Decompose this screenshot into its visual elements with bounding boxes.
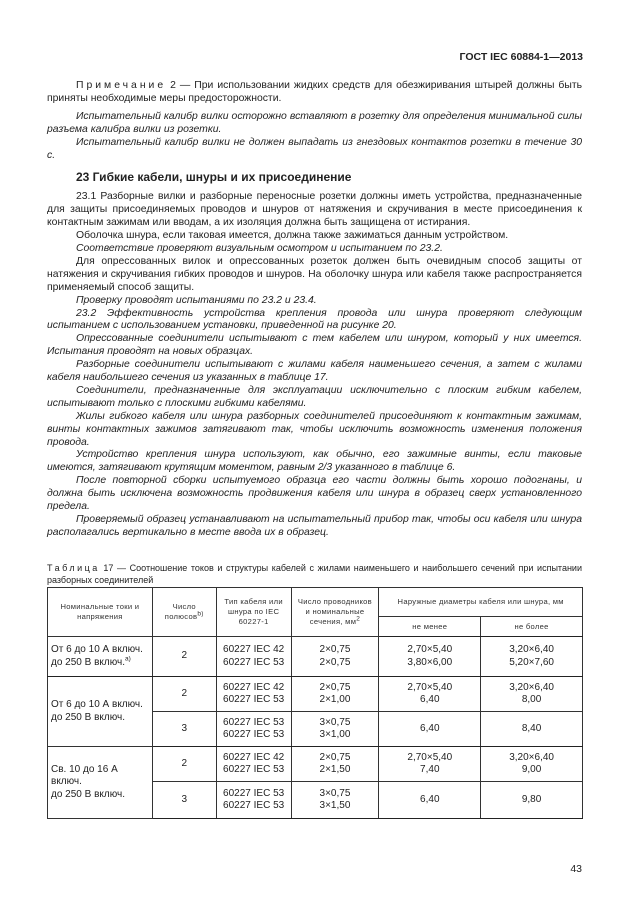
paragraph-cores: Жилы гибкого кабеля или шнура разборных соединителей присоединяют к контактным зажимам, винты контактных зажимов затягивают так, чтобы исключить возможность изменения положения провода. [47, 410, 582, 448]
table-row [48, 747, 583, 782]
cell-poles: 3 [152, 782, 216, 819]
cell-poles: 2 [152, 677, 216, 712]
table-caption-label: Таблица [47, 563, 100, 573]
paragraph-23-2: 23.2 Эффективность устройства крепления провода или шнура проверяют следующим испытанием с использованием установки, приведенной на рисунке 20. [47, 307, 582, 332]
note-paragraph [47, 80, 582, 106]
cell-type: 60227 IEC 42 60227 IEC 53 [216, 637, 291, 677]
note-label: Примечание [76, 80, 167, 91]
page-number: 43 [570, 863, 582, 875]
header-max: не более [481, 617, 583, 637]
header-poles-text: Число полюсов [164, 602, 198, 621]
cell-type: 60227 IEC 42 60227 IEC 53 [216, 677, 291, 712]
body-text [47, 80, 582, 540]
cell-type: 60227 IEC 42 60227 IEC 53 [216, 747, 291, 782]
paragraph-nonrewirable: Опрессованные соединители испытывают с тем кабелем или шнуром, который у них имеется. Испытания проводят на новых образцах. [47, 333, 582, 358]
table-row [48, 637, 583, 677]
header-diameter: Наружные диаметры кабеля или шнура, мм [379, 588, 583, 617]
header-min: не менее [379, 617, 481, 637]
cell-max: 8,40 [481, 712, 583, 747]
cell-max: 3,20×6,40 9,00 [481, 747, 583, 782]
cell-rating: Св. 10 до 16 А включ. до 250 В включ. [48, 747, 153, 819]
cell-type: 60227 IEC 53 60227 IEC 53 [216, 712, 291, 747]
cell-min: 2,70×5,40 3,80×6,00 [379, 637, 481, 677]
header-cores [291, 588, 379, 637]
cell-cores: 3×0,75 3×1,50 [291, 782, 379, 819]
paragraph-check-2: Проверку проводят испытаниями по 23.2 и 23.4. [76, 294, 317, 306]
table-caption-text: 17 — Соотношение токов и структуры кабелей с жилами наименьшего и наибольшего сечений при испытании разборных соединителей [47, 563, 582, 585]
paragraph-molded: Для опрессованных вилок и опрессованных розеток должен быть очевидным способ защиты от натяжения и скручивания гибких проводов и шнуров. На оболочку шнура или кабеля также распространяется применяемый способ защиты. [47, 255, 582, 293]
cell-min: 2,70×5,40 6,40 [379, 677, 481, 712]
header-cores-sup: 2 [356, 615, 361, 623]
section-title: 23 Гибкие кабели, шнуры и их присоединение [76, 170, 352, 185]
paragraph-rewirable: Разборные соединители испытывают с жилами кабеля наименьшего сечения, а затем с жилами кабеля наибольшего сечения из указанных в таблице 17. [47, 359, 582, 384]
cable-table [47, 587, 583, 819]
table-row [48, 677, 583, 712]
paragraph-gauge-insert: Испытательный калибр вилки осторожно вставляют в розетку для определения минимальной силы разъема калибра вилки из розетки. [47, 110, 582, 135]
cell-cores: 2×0,75 2×0,75 [291, 637, 379, 677]
header-rating: Номинальные токи и напряжения [48, 588, 153, 637]
table-caption [47, 563, 582, 586]
cell-max: 3,20×6,40 5,20×7,60 [481, 637, 583, 677]
cell-rating: От 6 до 10 А включ. до 250 В включ. [48, 677, 153, 747]
cell-rating: От 6 до 10 А включ. до 250 В включ.$^{а)}$ [48, 637, 153, 677]
cell-cores: 3×0,75 3×1,00 [291, 712, 379, 747]
header-type: Тип кабеля или шнура по IEC 60227-1 [216, 588, 291, 637]
cell-min: 2,70×5,40 7,40 [379, 747, 481, 782]
header-poles [152, 588, 216, 637]
cell-poles: 3 [152, 712, 216, 747]
cell-cores: 2×0,75 2×1,00 [291, 677, 379, 712]
cell-cores: 2×0,75 2×1,50 [291, 747, 379, 782]
paragraph-gauge-hold: Испытательный калибр вилки не должен выпадать из гнездовых контактов розетки в течение 30 с. [47, 136, 582, 161]
cell-type: 60227 IEC 53 60227 IEC 53 [216, 782, 291, 819]
note-text: 2 — При использовании жидких средств для обезжиривания штырей должны быть приняты необходимые меры предосторожности. [47, 80, 583, 104]
paragraph-anchorage: Устройство крепления шнура используют, как обычно, его зажимные винты, если таковые имеются, затягивают крутящим моментом, равным 2/3 указанного в таблице 6. [47, 449, 582, 474]
paragraph-reassembly: После повторной сборки испытуемого образца его части должны быть хорошо подогнаны, и должна быть исключена возможность продвижения кабеля или шнура в образец сверх установленного предела. [47, 475, 582, 513]
paragraph-mounting: Проверяемый образец устанавливают на испытательный прибор так, чтобы оси кабеля или шнура располагались вертикально в месте ввода их в образец. [47, 514, 582, 538]
header-cores-text: Число проводников и номинальные сечения, мм [297, 597, 373, 626]
cell-max: 9,80 [481, 782, 583, 819]
cell-max: 3,20×6,40 8,00 [481, 677, 583, 712]
header-poles-note: b) [197, 610, 204, 618]
cell-poles: 2 [152, 637, 216, 677]
paragraph-sheath: Оболочка шнура, если таковая имеется, должна также зажиматься данным устройством. [76, 230, 509, 242]
standard-header: ГОСТ IEC 60884-1—2013 [459, 51, 583, 63]
paragraph-check-1: Соответствие проверяют визуальным осмотром и испытанием по 23.2. [76, 242, 443, 254]
cell-min: 6,40 [379, 712, 481, 747]
cell-min: 6,40 [379, 782, 481, 819]
paragraph-23-1: 23.1 Разборные вилки и разборные переносные розетки должны иметь устройства, предназначенные для защиты присоединяемых проводов и шнуров от натяжения и скручивания в месте присоединения к контактным зажимам или вводам, а их изоляция должна быть защищена от истирания. [47, 191, 582, 229]
cell-poles: 2 [152, 747, 216, 782]
paragraph-flat-cable: Соединители, предназначенные для эксплуатации исключительно с плоским гибким кабелем, испытывают только с плоскими гибкими кабелями. [47, 384, 582, 409]
